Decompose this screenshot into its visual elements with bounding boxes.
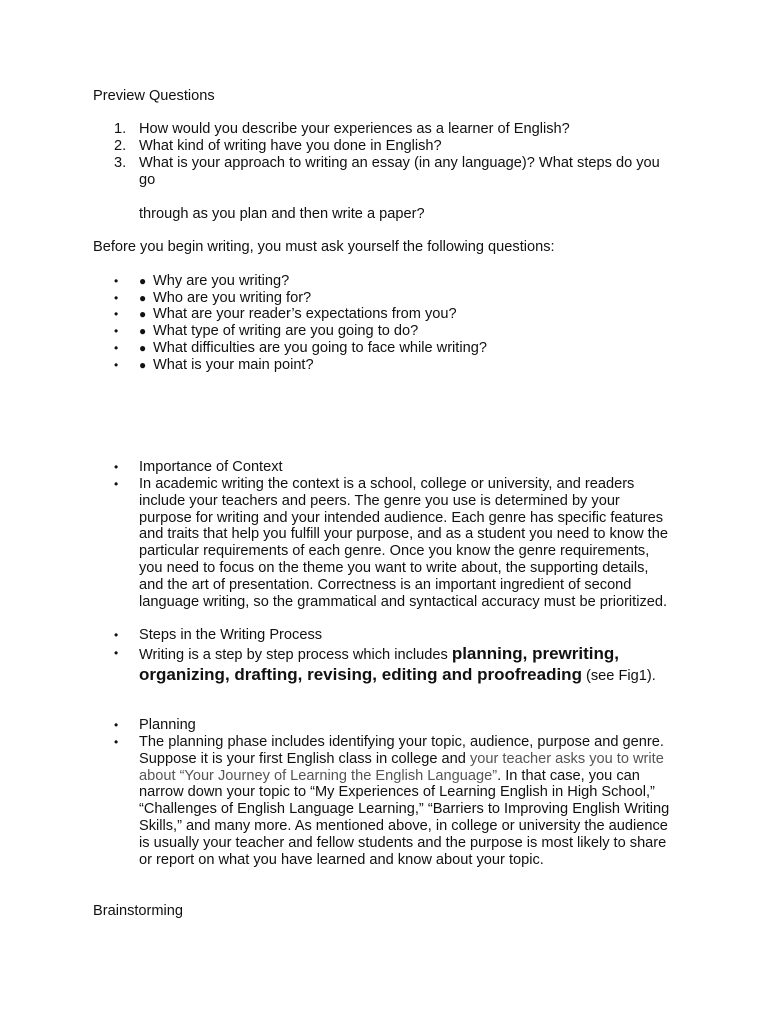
- bullet-icon: •: [114, 291, 119, 305]
- question-text: What are your reader’s expectations from you?: [153, 306, 457, 322]
- bullet-icon: •: [114, 646, 119, 660]
- steps-body-outro: (see Fig1).: [581, 668, 656, 684]
- preview-question-3-continuation: through as you plan and then write a paper?: [139, 206, 425, 222]
- question-text: What difficulties are you going to face while writing?: [153, 340, 487, 356]
- list-number: 2.: [114, 138, 127, 154]
- question-text: Why are you writing?: [153, 273, 290, 289]
- bullet-icon: •: [114, 341, 119, 355]
- dot-icon: ●: [139, 307, 147, 321]
- list-number: 3.: [114, 155, 127, 171]
- preview-question-text: What kind of writing have you done in English?: [139, 138, 442, 154]
- dot-icon: ●: [139, 274, 147, 288]
- preview-questions-heading: Preview Questions: [93, 88, 215, 104]
- question-item: [114, 340, 679, 357]
- questions-intro: Before you begin writing, you must ask yourself the following questions:: [93, 239, 555, 255]
- context-heading-item: [114, 459, 679, 476]
- steps-heading-item: [114, 627, 679, 644]
- planning-heading-item: [114, 717, 679, 734]
- question-item: [114, 306, 679, 323]
- brainstorming-heading: Brainstorming: [93, 903, 184, 919]
- question-item: [114, 323, 679, 340]
- preview-question-1: [114, 121, 679, 138]
- bullet-icon: •: [114, 628, 119, 642]
- planning-body-intro: The planning phase includes identifying your topic, audience, purpose and genre. Suppose it is your first English class in college and: [139, 734, 664, 767]
- question-item: [114, 290, 679, 307]
- dot-icon: ●: [139, 324, 147, 338]
- dot-icon: ●: [139, 291, 147, 305]
- preview-question-3: [114, 155, 669, 189]
- planning-heading: Planning: [139, 717, 196, 733]
- bullet-icon: •: [114, 460, 119, 474]
- steps-heading: Steps in the Writing Process: [139, 627, 323, 643]
- bullet-icon: •: [114, 735, 119, 749]
- dot-icon: ●: [139, 358, 147, 372]
- bullet-icon: •: [114, 307, 119, 321]
- dot-icon: ●: [139, 341, 147, 355]
- question-text: What is your main point?: [153, 357, 314, 373]
- context-body-item: [114, 476, 675, 610]
- list-number: 1.: [114, 121, 127, 137]
- question-item: [114, 357, 679, 374]
- preview-question-text: How would you describe your experiences as a learner of English?: [139, 121, 570, 137]
- bullet-icon: •: [114, 358, 119, 372]
- preview-question-2: [114, 138, 679, 155]
- bullet-icon: •: [114, 718, 119, 732]
- context-heading: Importance of Context: [139, 459, 283, 475]
- steps-body-intro: Writing is a step by step process which includes: [139, 647, 452, 663]
- planning-body-item: [114, 734, 679, 868]
- steps-body-item: [114, 644, 659, 686]
- preview-question-text: What is your approach to writing an essay (in any language)? What steps do you go: [139, 155, 660, 188]
- steps-list-bold: planning, prewriting, organizing, drafting, revising, editing and proofreading: [139, 644, 619, 684]
- context-body: In academic writing the context is a school, college or university, and readers include your teachers and peers. The genre you use is determined by your purpose for writing and your intended audience. Each genre has specific features and traits that help you fulfill your purpose, and as a student you need to know the particular requirements of each genre. Once you know the genre requirements, you need to focus on the theme you want to write about, the supporting details, and the art of presentation. Correctness is an important ingredient of second language writing, so the grammatical and syntactical accuracy must be prioritized.: [139, 476, 668, 610]
- question-text: What type of writing are you going to do?: [153, 323, 419, 339]
- question-item: [114, 273, 679, 290]
- question-text: Who are you writing for?: [153, 290, 312, 306]
- planning-example-link[interactable]: your teacher asks you to write about “Your Journey of Learning the English Language”: [139, 750, 664, 784]
- planning-body-outro: . In that case, you can narrow down your topic to “My Experiences of Learning English in High School,” “Challenges of English Language Learning,” “Barriers to Improving English Writing Skills,” and many more. As mentioned above, in college or university the audience is usually your teacher and fellow students and the purpose is most likely to share or report on what you have learned and know about your topic.: [139, 767, 670, 868]
- bullet-icon: •: [114, 324, 119, 338]
- bullet-icon: •: [114, 477, 119, 491]
- bullet-icon: •: [114, 274, 119, 288]
